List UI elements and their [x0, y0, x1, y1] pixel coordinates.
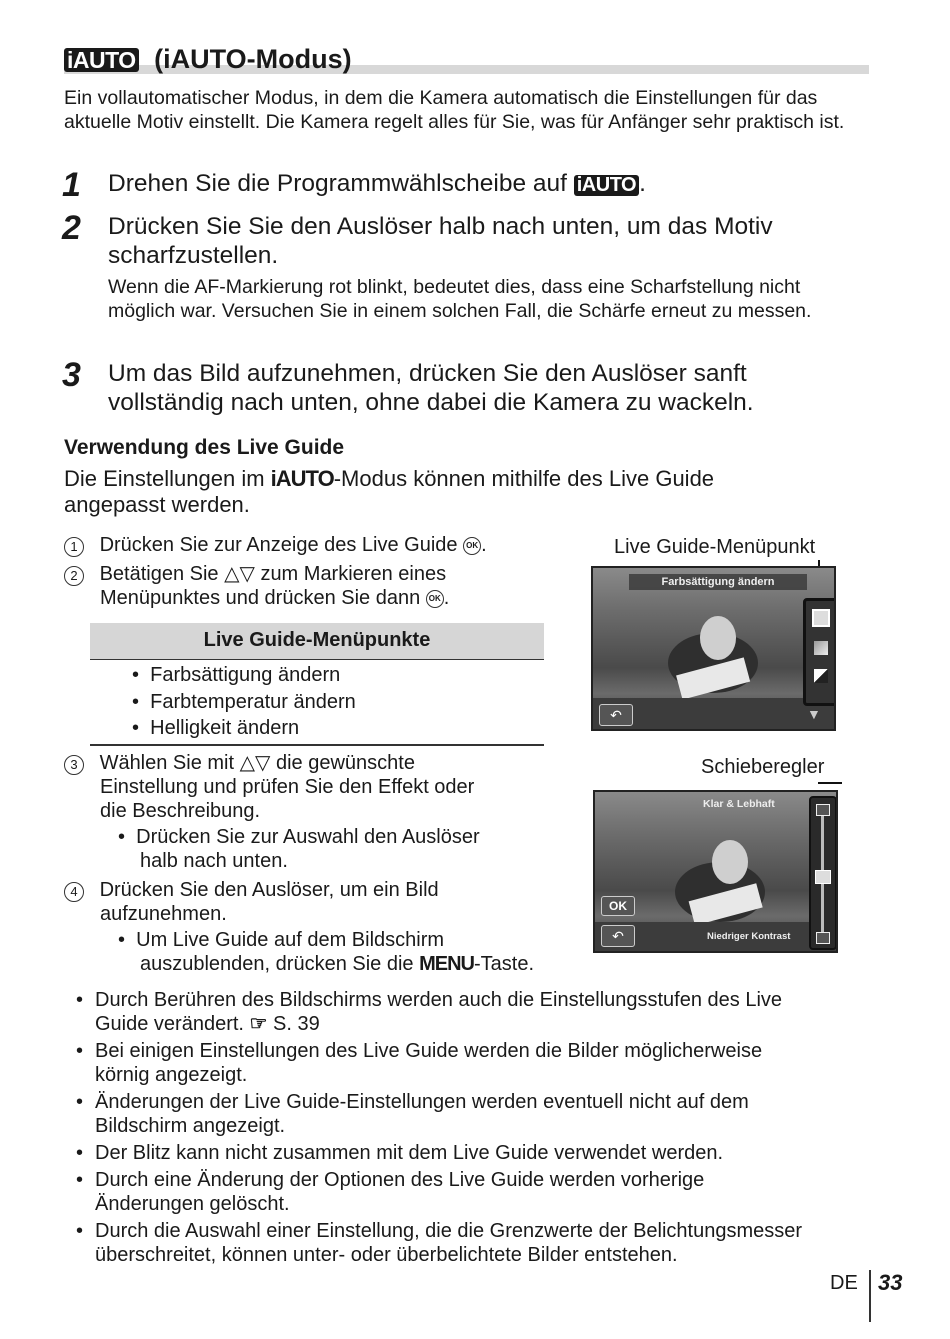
- menu-items-list: [90, 662, 544, 742]
- page-title: [64, 44, 352, 75]
- substep-3-line2: Einstellung und prüfen Sie den Effekt oder: [100, 776, 475, 798]
- note-item: • Durch eine Änderung der Optionen des Live Guide werden vorherige Änderungen gelöscht.: [75, 1169, 705, 1215]
- note-item: • Der Blitz kann nicht zusammen mit dem Live Guide verwendet werden.: [75, 1142, 724, 1164]
- substep-2-line2: [100, 586, 449, 610]
- screen2-callout-line: [818, 782, 842, 784]
- substep-4-bullet-text2: auszublenden, drücken Sie die: [140, 953, 414, 975]
- page-number: 33: [878, 1270, 903, 1295]
- substep-3-bullet-text2: halb nach unten.: [140, 850, 288, 872]
- note-item: • Änderungen der Live Guide-Einstellungen werden eventuell nicht auf dem Bildschirm angezeigt.: [75, 1091, 749, 1137]
- screen2-bottom-label: Niedriger Kontrast: [707, 931, 791, 942]
- step-3-line1: Um das Bild aufzunehmen, drücken Sie den Auslöser sanft: [108, 360, 747, 387]
- menu-option-icon: [814, 669, 828, 683]
- step-1-label: Drehen Sie die Programmwählscheibe auf: [108, 170, 567, 197]
- back-arrow-icon[interactable]: ↶: [599, 704, 633, 726]
- substep-3-bullet: • Drücken Sie zur Auswahl den Auslöser halb nach unten.: [118, 826, 480, 872]
- note-text: überschreitet, können unter- oder überbelichtete Bilder entstehen.: [95, 1244, 678, 1266]
- step-1-suffix: .: [639, 170, 646, 197]
- iauto-badge: iAUTO: [574, 175, 639, 196]
- menu-option-icon: [812, 609, 830, 627]
- note-text: körnig angezeigt.: [95, 1064, 248, 1086]
- camera-screen-1: [591, 566, 836, 731]
- camera-screen-2: [593, 790, 838, 953]
- substep-1: [64, 533, 487, 557]
- menu-item: • Helligkeit ändern: [132, 717, 300, 739]
- note-text: Änderungen gelöscht.: [95, 1193, 290, 1215]
- step-3-line2: vollständig nach unten, ohne dabei die Kamera zu wackeln.: [108, 389, 754, 416]
- substep-1-text: Drücken Sie zur Anzeige des Live Guide: [99, 534, 458, 556]
- substep-2-line2-text: Menüpunktes und drücken Sie dann: [100, 587, 421, 609]
- up-down-arrows-icon: △▽: [224, 563, 255, 585]
- intro-post: -Modus können mithilfe des Live Guide: [333, 466, 715, 491]
- step-2-number: 2: [62, 209, 81, 247]
- menu-items-table-header: Live Guide-Menüpunkte: [90, 623, 544, 660]
- note-text: Durch die Auswahl einer Einstellung, die die Grenzwerte der Belichtungsmesser: [95, 1220, 803, 1242]
- step-2-note: Wenn die AF-Markierung rot blinkt, bedeutet dies, dass eine Scharfstellung nicht möglich war. Versuchen Sie in einem solchen Fall, die Schärfe erneut zu messen.: [108, 276, 812, 322]
- screen1-label: Live Guide-Menüpunkt: [614, 536, 816, 558]
- substep-3-bullet-text: Drücken Sie zur Auswahl den Auslöser: [136, 826, 480, 848]
- screen1-title-bar: [629, 574, 807, 590]
- note-text: Durch eine Änderung der Optionen des Live Guide werden vorherige: [95, 1169, 705, 1191]
- screen2-label: Schieberegler: [701, 756, 825, 778]
- menu-item-label: Helligkeit ändern: [150, 717, 300, 739]
- page-reference-icon: ☞: [249, 1013, 268, 1035]
- substep-3-pre: Wählen Sie mit: [99, 752, 235, 774]
- substep-4-number: 4: [64, 882, 84, 902]
- intro-line2: angepasst werden.: [64, 492, 250, 517]
- step-1-text: [108, 169, 646, 198]
- slider-top-mark: [816, 804, 830, 816]
- note-item: • Bei einigen Einstellungen des Live Guide werden die Bilder möglicherweise körnig angezeigt.: [75, 1040, 763, 1086]
- note-text: Guide verändert.: [95, 1013, 244, 1035]
- substep-4-bullet-text: Um Live Guide auf dem Bildschirm: [136, 929, 445, 951]
- note-item: • Durch Berühren des Bildschirms werden auch die Einstellungsstufen des Live Guide verändert. ☞ S. 39: [75, 989, 783, 1035]
- intro-pre: Die Einstellungen im: [64, 466, 271, 491]
- up-down-arrows-icon: △▽: [239, 752, 271, 774]
- substep-1-number: 1: [64, 537, 84, 557]
- intro-paragraph: Ein vollautomatischer Modus, in dem die Kamera automatisch die Einstellungen für das aktuelle Motiv einstellt. Die Kamera regelt alles für Sie, was für Anfänger sehr praktisch ist.: [64, 87, 845, 133]
- step-1-number: 1: [62, 166, 81, 204]
- menu-column: [803, 598, 836, 706]
- menu-button-label: MENU: [419, 953, 474, 975]
- adjustment-slider[interactable]: [809, 796, 837, 950]
- page-reference-link[interactable]: S. 39: [273, 1013, 320, 1035]
- substep-3: [64, 751, 415, 775]
- menu-option-icon: [814, 641, 828, 655]
- menu-item-label: Farbsättigung ändern: [150, 664, 341, 686]
- substep-3-line3: die Beschreibung.: [100, 800, 261, 822]
- slider-bottom-mark: [816, 932, 830, 944]
- note-text: Bei einigen Einstellungen des Live Guide werden die Bilder möglicherweise: [95, 1040, 763, 1062]
- substep-4-bullet: • Um Live Guide auf dem Bildschirm auszublenden, drücken Sie die MENU-Taste.: [118, 929, 535, 975]
- live-guide-heading: Verwendung des Live Guide: [64, 436, 345, 459]
- substep-2-suffix: .: [443, 587, 450, 609]
- note-text: Der Blitz kann nicht zusammen mit dem Live Guide verwendet werden.: [95, 1142, 724, 1164]
- table-bottom-rule: [90, 744, 544, 746]
- substep-4-line2: aufzunehmen.: [100, 903, 227, 925]
- substep-2-number: 2: [64, 566, 84, 586]
- note-item: • Durch die Auswahl einer Einstellung, die die Grenzwerte der Belichtungsmesser überschreitet, können unter- oder überbelichtete Bilder entstehen.: [75, 1220, 803, 1266]
- screen2-top-label: Klar & Lebhaft: [703, 798, 775, 810]
- screen1-title: Farbsättigung ändern: [661, 576, 775, 588]
- title-text: (iAUTO-Modus): [154, 44, 352, 74]
- substep-2: [64, 562, 446, 586]
- note-text: Bildschirm angezeigt.: [95, 1115, 286, 1137]
- substep-2-pre: Betätigen Sie: [99, 563, 219, 585]
- footer-divider: [869, 1270, 871, 1322]
- menu-item: • Farbsättigung ändern: [132, 664, 341, 686]
- menu-item-label: Farbtemperatur ändern: [150, 690, 356, 713]
- chevron-down-icon[interactable]: ▼: [807, 706, 821, 722]
- substep-4-bullet-suffix: -Taste.: [473, 953, 535, 975]
- substep-3-post: die gewünschte: [275, 752, 415, 774]
- substep-1-suffix: .: [481, 534, 487, 556]
- iauto-badge: iAUTO: [64, 48, 139, 72]
- menu-item: • Farbtemperatur ändern: [132, 690, 356, 713]
- substep-4: [64, 878, 439, 902]
- substep-3-number: 3: [64, 755, 84, 775]
- back-arrow-icon[interactable]: ↶: [601, 925, 635, 947]
- substep-2-post: zum Markieren eines: [260, 563, 447, 585]
- note-text: Änderungen der Live Guide-Einstellungen werden eventuell nicht auf dem: [95, 1091, 749, 1113]
- live-guide-intro: [64, 466, 714, 518]
- ok-button[interactable]: [601, 896, 635, 916]
- note-text: Durch Berühren des Bildschirms werden auch die Einstellungsstufen des Live: [95, 989, 783, 1011]
- ok-button-label: OK: [609, 899, 627, 913]
- iauto-text: iAUTO: [270, 466, 334, 491]
- notes-list: [64, 988, 874, 1267]
- ok-button-icon: OK: [426, 590, 444, 608]
- ok-button-icon: OK: [463, 537, 481, 555]
- step-2-line2: scharfzustellen.: [108, 242, 279, 269]
- step-2-line1: Drücken Sie Sie den Auslöser halb nach unten, um das Motiv: [108, 213, 773, 240]
- footer-language: DE: [830, 1272, 858, 1294]
- substep-4-text: Drücken Sie den Auslöser, um ein Bild: [99, 879, 439, 901]
- slider-handle[interactable]: [815, 870, 831, 884]
- step-3-number: 3: [62, 356, 81, 394]
